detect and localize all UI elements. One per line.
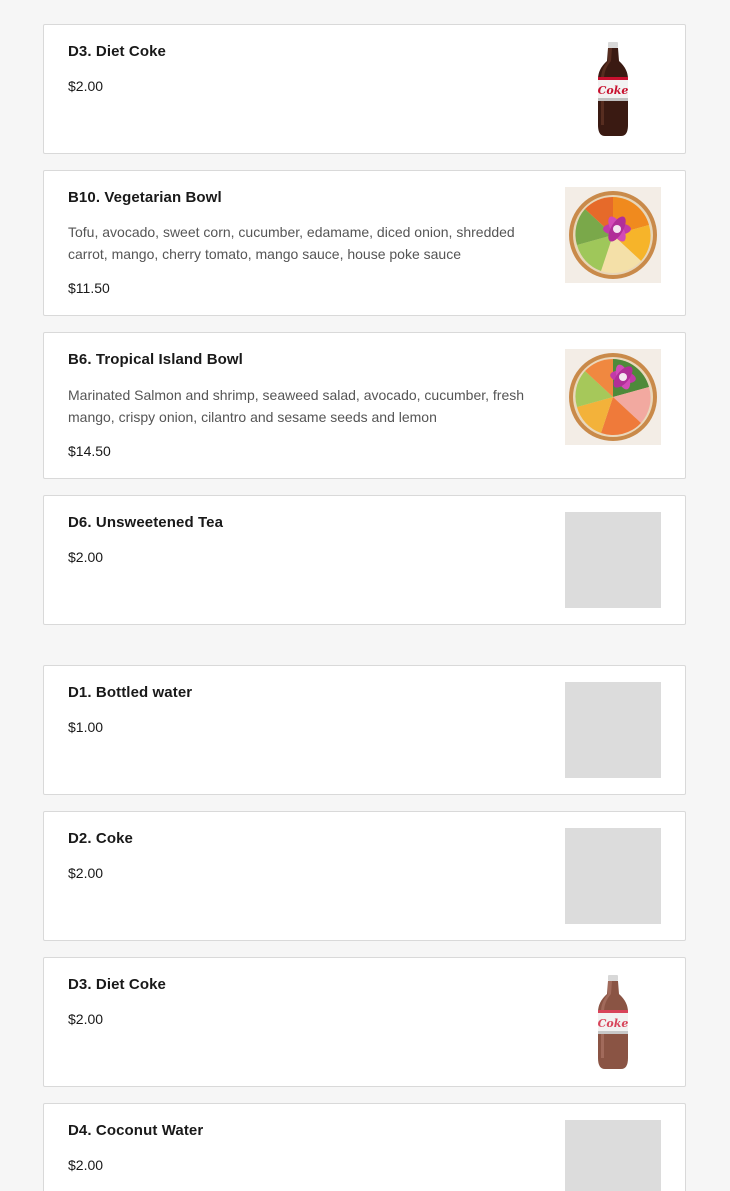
image-placeholder bbox=[565, 512, 661, 608]
item-price: $2.00 bbox=[68, 78, 104, 94]
item-name: D4. Coconut Water bbox=[68, 1122, 204, 1139]
item-name: D6. Unsweetened Tea bbox=[68, 514, 224, 531]
item-name: B10. Vegetarian Bowl bbox=[68, 189, 222, 206]
item-price: $2.00 bbox=[68, 865, 104, 881]
image-placeholder bbox=[565, 1120, 661, 1191]
diet-coke-bottle-image bbox=[565, 41, 661, 137]
item-price: $2.00 bbox=[68, 1157, 104, 1173]
bottle-label-text: Coke bbox=[597, 84, 629, 97]
tropical-island-bowl-image bbox=[565, 349, 661, 445]
item-price: $1.00 bbox=[68, 719, 104, 735]
vegetarian-bowl-image bbox=[565, 187, 661, 283]
menu-item-card[interactable] bbox=[43, 24, 686, 154]
item-price: $2.00 bbox=[68, 549, 104, 565]
item-name: B6. Tropical Island Bowl bbox=[68, 351, 243, 368]
item-description: Tofu, avocado, sweet corn, cucumber, edamame, diced onion, shredded carrot, mango, cherry tomato, mango sauce, house poke sauce bbox=[68, 224, 515, 262]
item-price: $2.00 bbox=[68, 1011, 104, 1027]
item-name: D2. Coke bbox=[68, 830, 133, 847]
bottle-label-text: Coke bbox=[597, 1017, 629, 1030]
image-placeholder bbox=[565, 682, 661, 778]
item-description: Marinated Salmon and shrimp, seaweed salad, avocado, cucumber, fresh mango, crispy onion, cilantro and sesame seeds and lemon bbox=[68, 387, 525, 425]
image-placeholder bbox=[565, 828, 661, 924]
item-price: $11.50 bbox=[68, 280, 110, 296]
item-name: D3. Diet Coke bbox=[68, 976, 166, 993]
item-name: D1. Bottled water bbox=[68, 684, 193, 701]
item-price: $14.50 bbox=[68, 443, 111, 459]
menu-item-card[interactable] bbox=[43, 495, 686, 625]
item-name: D3. Diet Coke bbox=[68, 43, 166, 60]
diet-coke-bottle-image bbox=[565, 974, 661, 1070]
menu-item-card[interactable] bbox=[43, 957, 686, 1087]
menu-item-card[interactable] bbox=[43, 332, 686, 479]
menu-item-card[interactable] bbox=[43, 811, 686, 941]
menu-item-card[interactable] bbox=[43, 1103, 686, 1191]
menu-item-card[interactable] bbox=[43, 665, 686, 795]
menu-item-card[interactable] bbox=[43, 170, 686, 316]
